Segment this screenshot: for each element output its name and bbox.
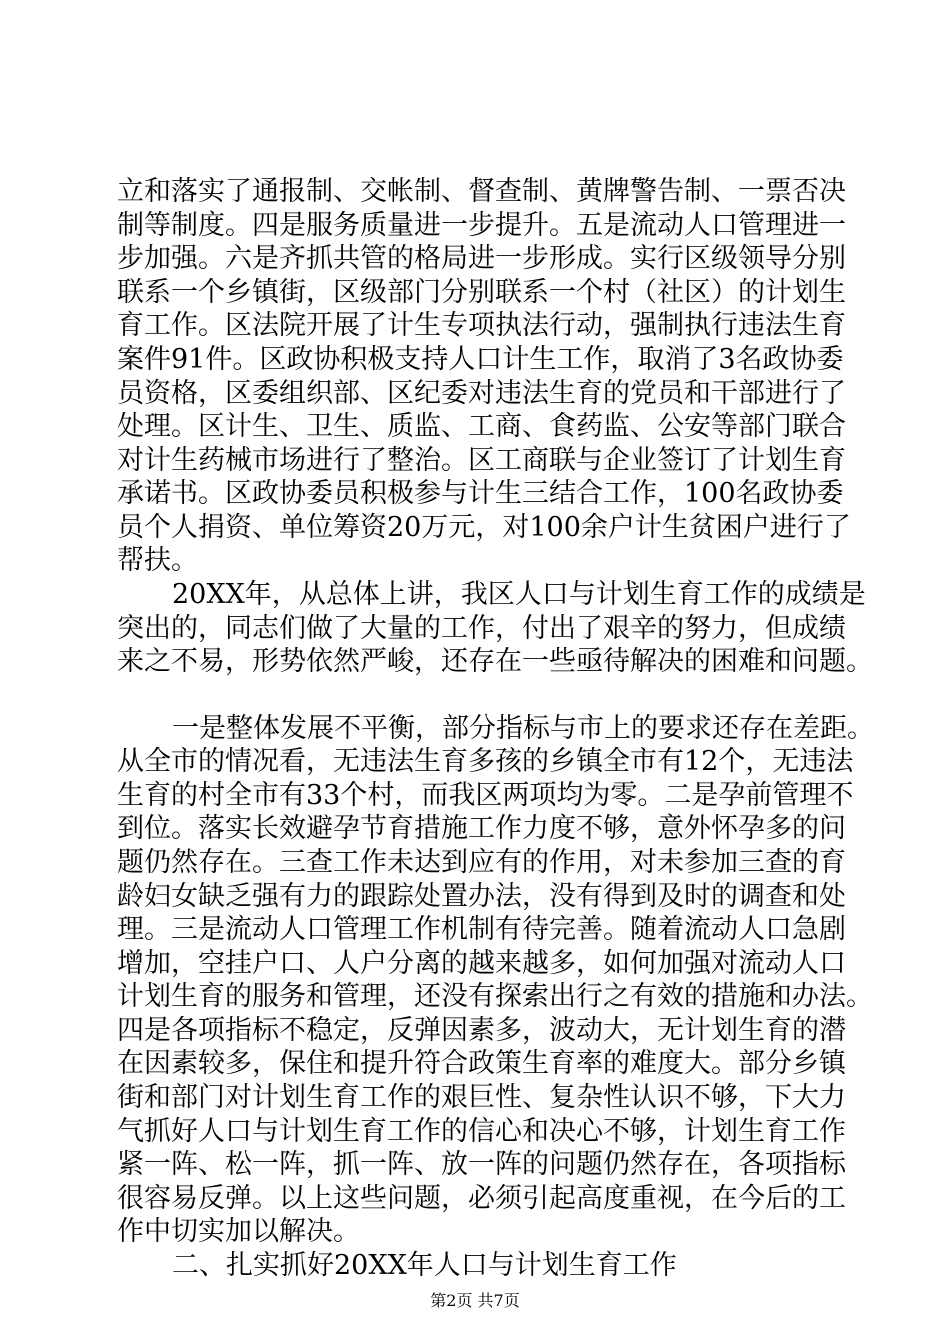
text-line: 二、扎实抓好20XX年人口与计划生育工作 <box>172 1250 677 1281</box>
text-line: 对计生药械市场进行了整治。区工商联与企业签订了计划生育 <box>117 444 846 476</box>
text-line: 员个人捐资、单位筹资20万元，对100余户计生贫困户进行了 <box>117 511 851 543</box>
text-line: 联系一个乡镇街，区级部门分别联系一个村（社区）的计划生 <box>117 276 846 308</box>
text-line: 很容易反弹。以上这些问题，必须引起高度重视，在今后的工 <box>117 1182 846 1214</box>
text-line: 增加，空挂户口、人户分离的越来越多，如何加强对流动人口 <box>117 947 846 979</box>
text-line: 突出的，同志们做了大量的工作，付出了艰辛的努力，但成绩 <box>117 612 846 644</box>
text-line: 在因素较多，保住和提升符合政策生育率的难度大。部分乡镇 <box>117 1048 846 1080</box>
text-line: 育工作。区法院开展了计生专项执法行动，强制执行违法生育 <box>117 310 846 342</box>
text-line: 立和落实了通报制、交帐制、督查制、黄牌警告制、一票否决 <box>117 176 846 207</box>
text-line: 20XX年，从总体上讲，我区人口与计划生育工作的成绩是 <box>172 579 866 611</box>
text-line: 计划生育的服务和管理，还没有探索出行之有效的措施和办法。 <box>117 981 873 1013</box>
text-line: 承诺书。区政协委员积极参与计生三结合工作，100名政协委 <box>117 478 844 510</box>
text-line: 帮扶。 <box>117 545 198 577</box>
text-line: 气抓好人口与计划生育工作的信心和决心不够，计划生育工作 <box>117 1115 846 1147</box>
text-line: 来之不易，形势依然严峻，还存在一些亟待解决的困难和问题。 <box>117 646 873 678</box>
text-line: 员资格，区委组织部、区纪委对违法生育的党员和干部进行了 <box>117 377 846 409</box>
text-line: 理。三是流动人口管理工作机制有待完善。随着流动人口急剧 <box>117 914 846 946</box>
text-line: 步加强。六是齐抓共管的格局进一步形成。实行区级领导分别 <box>117 243 846 275</box>
text-line: 作中切实加以解决。 <box>117 1216 360 1248</box>
text-line: 一是整体发展不平衡，部分指标与市上的要求还存在差距。 <box>172 712 874 744</box>
text-line: 四是各项指标不稳定，反弹因素多，波动大，无计划生育的潜 <box>117 1014 846 1046</box>
text-line: 制等制度。四是服务质量进一步提升。五是流动人口管理进一 <box>117 209 846 241</box>
text-line: 紧一阵、松一阵，抓一阵、放一阵的问题仍然存在，各项指标 <box>117 1149 846 1181</box>
text-line: 龄妇女缺乏强有力的跟踪处置办法，没有得到及时的调查和处 <box>117 880 846 912</box>
text-line: 街和部门对计划生育工作的艰巨性、复杂性认识不够，下大力 <box>117 1082 846 1114</box>
text-line: 生育的村全市有33个村，而我区两项均为零。二是孕前管理不 <box>117 779 854 811</box>
text-line: 到位。落实长效避孕节育措施工作力度不够，意外怀孕多的问 <box>117 813 846 845</box>
text-line: 案件91件。区政协积极支持人口计生工作，取消了3名政协委 <box>117 343 844 375</box>
text-line: 题仍然存在。三查工作未达到应有的作用，对未参加三查的育 <box>117 846 846 878</box>
text-line: 处理。区计生、卫生、质监、工商、食药监、公安等部门联合 <box>117 411 846 443</box>
page-number-footer: 第2页 共7页 <box>430 1291 520 1310</box>
text-line: 从全市的情况看，无违法生育多孩的乡镇全市有12个，无违法 <box>117 746 854 778</box>
